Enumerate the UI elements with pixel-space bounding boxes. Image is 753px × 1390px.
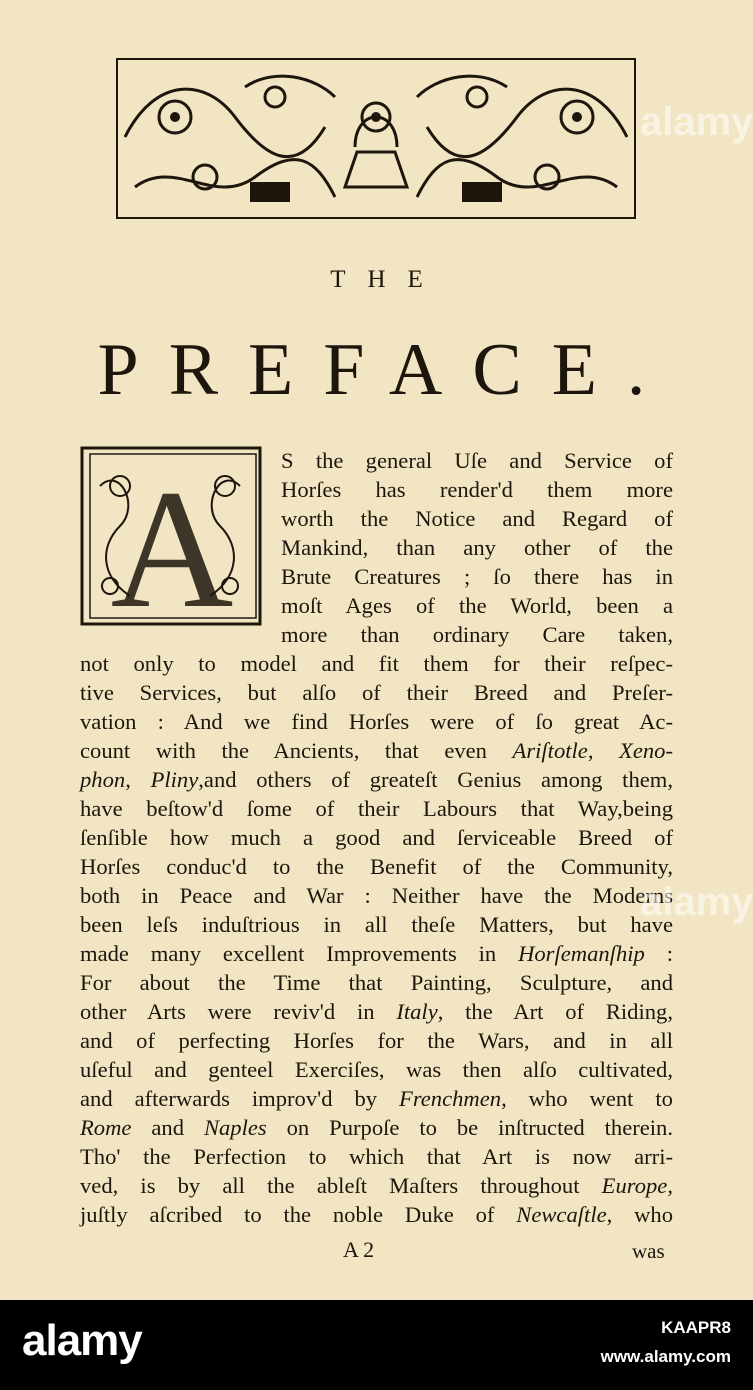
text-line: vation : And we find Horſes were of ſo great Ac- bbox=[80, 709, 673, 734]
decorated-initial-box bbox=[80, 446, 262, 630]
text-line: tive Services, but alſo of their Breed and Preſer- bbox=[80, 680, 673, 705]
drop-cap-letter: A bbox=[110, 455, 234, 630]
text-line: not only to model and fit them for their reſpec- bbox=[80, 651, 673, 676]
text-line: count with the Ancients, that even Ariſtotle, Xeno- bbox=[80, 738, 673, 763]
text-line: other Arts were reviv'd in Italy, the Art of Riding, bbox=[80, 999, 673, 1024]
text-line: Horſes has render'd them more bbox=[281, 477, 673, 502]
text-line: have beſtow'd ſome of their Labours that Way,being bbox=[80, 796, 673, 821]
text-line: worth the Notice and Regard of bbox=[281, 506, 673, 531]
heading-the: THE bbox=[330, 266, 445, 293]
headpiece-ornament bbox=[115, 57, 637, 220]
catchword: was bbox=[632, 1239, 665, 1263]
text-line: and afterwards improv'd by Frenchmen, who went to bbox=[80, 1086, 673, 1111]
text-line: For about the Time that Painting, Sculpture, and bbox=[80, 970, 673, 995]
watermark-logo: alamy bbox=[640, 880, 753, 924]
site-url: www.alamy.com bbox=[600, 1347, 731, 1366]
text-line: Horſes conduc'd to the Benefit of the Community, bbox=[80, 854, 673, 879]
text-line: more than ordinary Care taken, bbox=[281, 622, 673, 647]
text-line: Tho' the Perfection to which that Art is now arri- bbox=[80, 1144, 673, 1169]
heading-preface: PREFACE. bbox=[97, 329, 676, 411]
text-line: uſeful and genteel Exerciſes, was then alſo cultivated, bbox=[80, 1057, 673, 1082]
text-line: ved, is by all the ableſt Maſters throughout Europe, bbox=[80, 1173, 673, 1198]
text-line: phon, Pliny,and others of greateſt Genius among them, bbox=[80, 767, 674, 792]
text-line: S the general Uſe and Service of bbox=[281, 448, 673, 473]
brand-logo: alamy bbox=[22, 1316, 142, 1365]
text-line: Brute Creatures ; ſo there has in bbox=[281, 564, 673, 589]
text-line: Rome and Naples on Purpoſe to be inſtructed therein. bbox=[80, 1115, 673, 1140]
text-line: ſenſible how much a good and ſerviceable Breed of bbox=[80, 825, 673, 850]
text-line: both in Peace and War : Neither have the Moderns bbox=[80, 883, 673, 908]
image-id-label: KAAPR8 bbox=[661, 1318, 731, 1337]
text-line: been leſs induſtrious in all theſe Matters, but have bbox=[80, 912, 673, 937]
signature-mark: A 2 bbox=[343, 1237, 375, 1262]
text-line: made many excellent Improvements in Horſemanſhip : bbox=[80, 941, 673, 966]
text-line: and of perfecting Horſes for the Wars, and in all bbox=[80, 1028, 673, 1053]
text-line: moſt Ages of the World, been a bbox=[281, 593, 673, 618]
watermark-logo: alamy bbox=[640, 100, 753, 144]
text-line: juſtly aſcribed to the noble Duke of Newcaſtle, who bbox=[80, 1202, 673, 1227]
text-line: Mankind, than any other of the bbox=[281, 535, 673, 560]
